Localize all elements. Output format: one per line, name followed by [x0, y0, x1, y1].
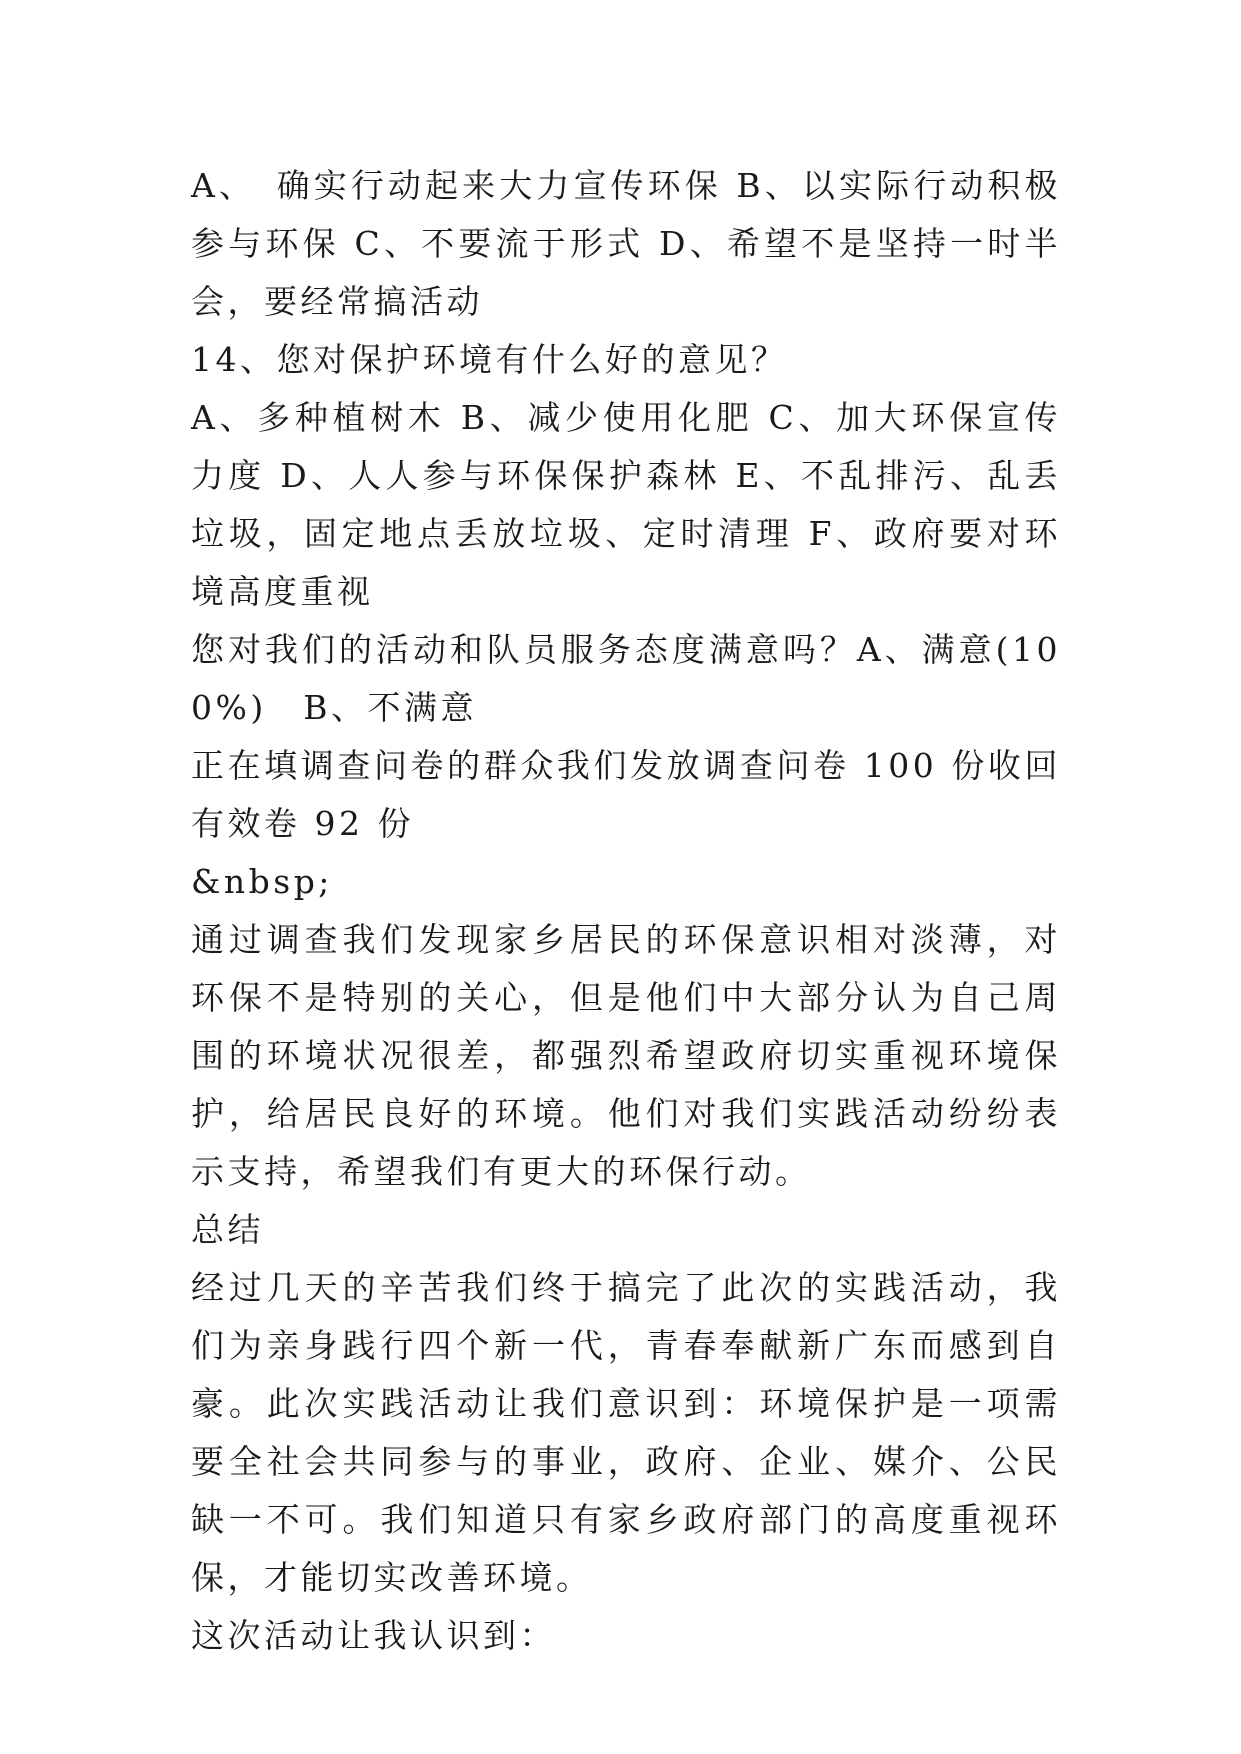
- realization-paragraph: 这次活动让我认识到：: [191, 1616, 556, 1655]
- document-body: [191, 157, 1061, 1665]
- q13-options-paragraph: A、 确实行动起来大力宣传环保 B、以实际行动积极参与环保 C、不要流于形式 D、希望不是坚持一时半会，要经常搞活动: [191, 166, 1061, 321]
- nbsp-artifact-paragraph: &nbsp;: [191, 862, 333, 901]
- q14-options-paragraph: A、多种植树木 B、减少使用化肥 C、加大环保宣传力度 D、人人参与环保保护森林 E、不乱排污、乱丢垃圾，固定地点丢放垃圾、定时清理 F、政府要对环境高度重视: [191, 398, 1061, 611]
- summary-heading: 总结: [191, 1210, 264, 1249]
- q14-question-paragraph: 14、您对保护环境有什么好的意见？: [191, 340, 788, 379]
- survey-caption-paragraph: 正在填调查问卷的群众我们发放调查问卷 100 份收回有效卷 92 份: [191, 746, 1061, 843]
- findings-paragraph: 通过调查我们发现家乡居民的环保意识相对淡薄，对环保不是特别的关心，但是他们中大部分认为自己周围的环境状况很差，都强烈希望政府切实重视环境保护，给居民良好的环境。他们对我们实践活动纷纷表示支持，希望我们有更大的环保行动。: [191, 920, 1061, 1191]
- satisfaction-question-paragraph: 您对我们的活动和队员服务态度满意吗？A、满意(100%) B、不满意: [191, 630, 1061, 727]
- summary-paragraph: 经过几天的辛苦我们终于搞完了此次的实践活动，我们为亲身践行四个新一代，青春奉献新广东而感到自豪。此次实践活动让我们意识到：环境保护是一项需要全社会共同参与的事业，政府、企业、媒介、公民缺一不可。我们知道只有家乡政府部门的高度重视环保，才能切实改善环境。: [191, 1268, 1061, 1597]
